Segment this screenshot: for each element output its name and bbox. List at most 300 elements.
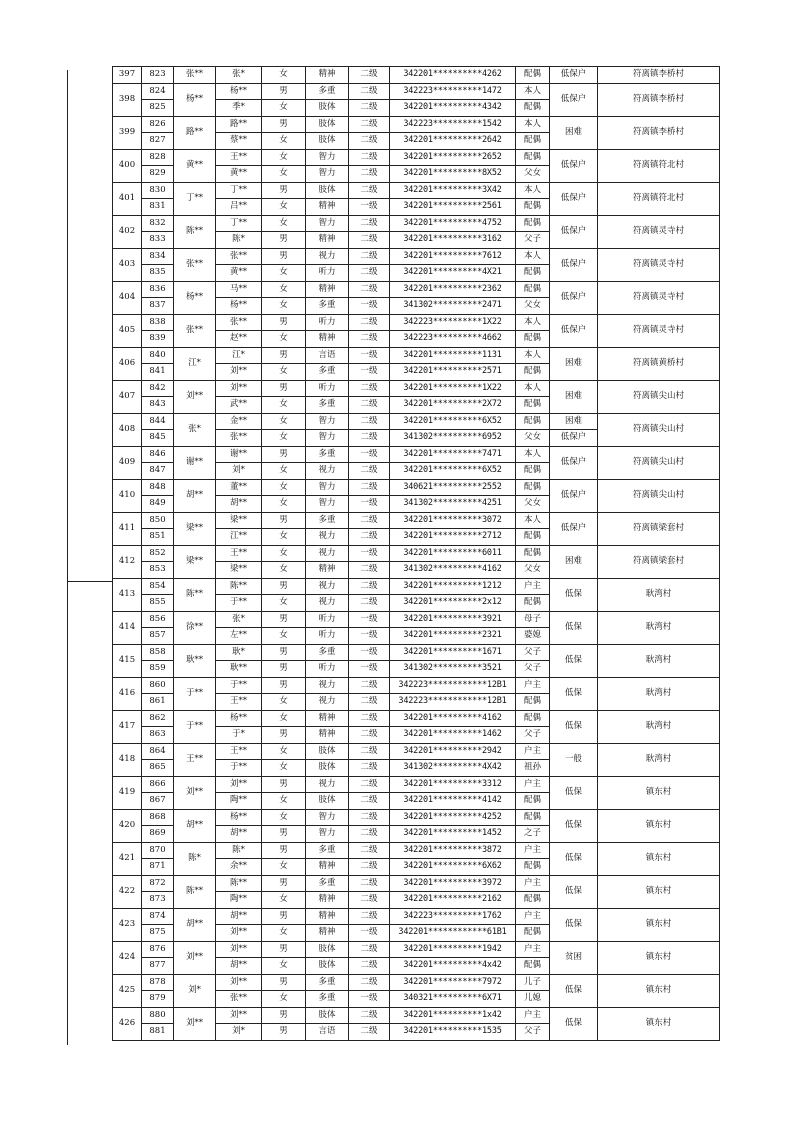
member-name-cell: 胡** [216, 826, 262, 843]
disability-type-cell: 视力 [306, 776, 349, 793]
member-number-cell: 841 [142, 364, 174, 381]
relation-cell: 配偶 [516, 809, 550, 826]
relation-cell: 本人 [516, 380, 550, 397]
village-cell: 耿湾村 [598, 611, 720, 644]
member-sex-cell: 男 [262, 446, 306, 463]
village-cell: 镇东村 [598, 941, 720, 974]
member-name-cell: 梁** [216, 562, 262, 579]
table-row [113, 149, 720, 166]
id-number-cell: 342201**********8X52 [390, 166, 516, 183]
household-head-cell: 刘** [174, 776, 216, 809]
household-seq-cell: 424 [113, 941, 142, 974]
household-status-cell: 低保 [550, 875, 598, 908]
disability-level-cell: 二级 [349, 314, 390, 331]
id-number-cell: 342201**********1535 [390, 1024, 516, 1041]
disability-level-cell: 一级 [349, 925, 390, 942]
member-sex-cell: 男 [262, 677, 306, 694]
household-status-cell: 低保户 [550, 446, 598, 479]
relation-cell: 户主 [516, 941, 550, 958]
village-cell: 符离镇尖山村 [598, 479, 720, 512]
disability-level-cell: 一级 [349, 661, 390, 678]
member-name-cell: 张** [216, 991, 262, 1008]
member-number-cell: 840 [142, 347, 174, 364]
household-head-cell: 丁** [174, 182, 216, 215]
village-cell: 耿湾村 [598, 644, 720, 677]
household-seq-cell: 413 [113, 578, 142, 611]
relation-cell: 户主 [516, 875, 550, 892]
village-cell: 符离镇梁套村 [598, 545, 720, 578]
relation-cell: 配偶 [516, 199, 550, 216]
village-cell: 符离镇尖山村 [598, 380, 720, 413]
household-seq-cell: 419 [113, 776, 142, 809]
disability-type-cell: 精神 [306, 727, 349, 744]
id-number-cell: 342201**********2x12 [390, 595, 516, 612]
household-seq-cell: 402 [113, 215, 142, 248]
member-sex-cell: 女 [262, 562, 306, 579]
disability-level-cell: 二级 [349, 694, 390, 711]
household-seq-cell: 415 [113, 644, 142, 677]
disability-level-cell: 二级 [349, 529, 390, 546]
relation-cell: 配偶 [516, 215, 550, 232]
member-number-cell: 862 [142, 710, 174, 727]
member-number-cell: 845 [142, 430, 174, 447]
household-head-cell: 耿** [174, 644, 216, 677]
disability-type-cell: 智力 [306, 479, 349, 496]
id-number-cell: 342201**********3921 [390, 611, 516, 628]
disability-type-cell: 肢体 [306, 941, 349, 958]
household-head-cell: 张** [174, 248, 216, 281]
disability-level-cell: 一级 [349, 991, 390, 1008]
relation-cell: 本人 [516, 116, 550, 133]
member-number-cell: 833 [142, 232, 174, 249]
disability-level-cell: 二级 [349, 743, 390, 760]
member-sex-cell: 女 [262, 991, 306, 1008]
village-cell: 符离镇李桥村 [598, 83, 720, 116]
relation-cell: 儿子 [516, 974, 550, 991]
id-number-cell: 342201**********7471 [390, 446, 516, 463]
id-number-cell: 342201**********3972 [390, 875, 516, 892]
left-section-divider [67, 581, 113, 582]
member-name-cell: 武** [216, 397, 262, 414]
household-head-cell: 刘** [174, 941, 216, 974]
household-seq-cell: 426 [113, 1007, 142, 1040]
relation-cell: 配偶 [516, 413, 550, 430]
household-head-cell: 谢** [174, 446, 216, 479]
relation-cell: 户主 [516, 908, 550, 925]
member-number-cell: 842 [142, 380, 174, 397]
relation-cell: 父子 [516, 727, 550, 744]
id-number-cell: 342201**********4252 [390, 809, 516, 826]
household-head-cell: 陈** [174, 578, 216, 611]
household-status-cell: 低保 [550, 677, 598, 710]
table-row [113, 248, 720, 265]
table-row [113, 941, 720, 958]
member-number-cell: 825 [142, 100, 174, 117]
disability-household-table [112, 66, 720, 1041]
disability-level-cell: 二级 [349, 133, 390, 150]
id-number-cell: 342223************12B1 [390, 694, 516, 711]
household-status-cell: 困难 [550, 116, 598, 149]
member-name-cell: 陈** [216, 578, 262, 595]
id-number-cell: 342201**********4262 [390, 67, 516, 84]
member-name-cell: 杨** [216, 298, 262, 315]
member-sex-cell: 女 [262, 331, 306, 348]
relation-cell: 婆媳 [516, 628, 550, 645]
village-cell: 耿湾村 [598, 578, 720, 611]
member-sex-cell: 男 [262, 380, 306, 397]
member-name-cell: 杨** [216, 710, 262, 727]
household-status-cell: 困难 [550, 347, 598, 380]
member-name-cell: 于** [216, 595, 262, 612]
member-number-cell: 834 [142, 248, 174, 265]
id-number-cell: 342201**********1X22 [390, 380, 516, 397]
disability-level-cell: 一级 [349, 199, 390, 216]
member-name-cell: 季* [216, 100, 262, 117]
relation-cell: 配偶 [516, 265, 550, 282]
disability-type-cell: 视力 [306, 578, 349, 595]
member-sex-cell: 女 [262, 958, 306, 975]
member-number-cell: 826 [142, 116, 174, 133]
disability-level-cell: 一级 [349, 347, 390, 364]
id-number-cell: 342201**********4162 [390, 710, 516, 727]
member-number-cell: 868 [142, 809, 174, 826]
member-name-cell: 张** [216, 248, 262, 265]
relation-cell: 本人 [516, 182, 550, 199]
member-sex-cell: 男 [262, 314, 306, 331]
household-head-cell: 张** [174, 67, 216, 84]
member-name-cell: 路** [216, 116, 262, 133]
table-row [113, 380, 720, 397]
relation-cell: 户主 [516, 776, 550, 793]
household-head-cell: 陈** [174, 215, 216, 248]
disability-type-cell: 视力 [306, 463, 349, 480]
member-name-cell: 刘** [216, 974, 262, 991]
table-row [113, 710, 720, 727]
member-number-cell: 856 [142, 611, 174, 628]
disability-level-cell: 二级 [349, 826, 390, 843]
id-number-cell: 342223**********1762 [390, 908, 516, 925]
left-margin-border [67, 70, 68, 1045]
member-sex-cell: 女 [262, 809, 306, 826]
member-name-cell: 陶** [216, 892, 262, 909]
disability-type-cell: 精神 [306, 562, 349, 579]
disability-type-cell: 多重 [306, 298, 349, 315]
disability-type-cell: 智力 [306, 413, 349, 430]
household-head-cell: 陈* [174, 842, 216, 875]
disability-type-cell: 肢体 [306, 1007, 349, 1024]
member-sex-cell: 男 [262, 875, 306, 892]
member-name-cell: 丁** [216, 182, 262, 199]
relation-cell: 配偶 [516, 67, 550, 84]
member-sex-cell: 女 [262, 793, 306, 810]
member-number-cell: 871 [142, 859, 174, 876]
village-cell: 符离镇灵寺村 [598, 314, 720, 347]
disability-level-cell: 二级 [349, 974, 390, 991]
table-row [113, 545, 720, 562]
id-number-cell: 342201**********2942 [390, 743, 516, 760]
disability-type-cell: 言语 [306, 347, 349, 364]
household-head-cell: 梁** [174, 512, 216, 545]
disability-level-cell: 一级 [349, 628, 390, 645]
member-sex-cell: 男 [262, 776, 306, 793]
member-sex-cell: 女 [262, 496, 306, 513]
household-status-cell: 低保户 [550, 430, 598, 447]
disability-level-cell: 一级 [349, 364, 390, 381]
table-row [113, 67, 720, 84]
id-number-cell: 340321**********6X71 [390, 991, 516, 1008]
relation-cell: 配偶 [516, 100, 550, 117]
disability-type-cell: 智力 [306, 215, 349, 232]
village-cell: 符离镇黄桥村 [598, 347, 720, 380]
village-cell: 镇东村 [598, 908, 720, 941]
member-name-cell: 蔡** [216, 133, 262, 150]
member-name-cell: 胡** [216, 496, 262, 513]
id-number-cell: 342201**********3162 [390, 232, 516, 249]
disability-type-cell: 精神 [306, 908, 349, 925]
relation-cell: 本人 [516, 314, 550, 331]
relation-cell: 父女 [516, 166, 550, 183]
member-name-cell: 刘** [216, 776, 262, 793]
household-seq-cell: 420 [113, 809, 142, 842]
member-sex-cell: 女 [262, 760, 306, 777]
household-status-cell: 低保户 [550, 83, 598, 116]
table-row [113, 314, 720, 331]
disability-level-cell: 二级 [349, 100, 390, 117]
relation-cell: 户主 [516, 1007, 550, 1024]
disability-level-cell: 二级 [349, 908, 390, 925]
village-cell: 耿湾村 [598, 743, 720, 776]
member-sex-cell: 女 [262, 133, 306, 150]
relation-cell: 本人 [516, 83, 550, 100]
id-number-cell: 342201**********6X52 [390, 413, 516, 430]
household-head-cell: 胡** [174, 908, 216, 941]
member-name-cell: 江* [216, 347, 262, 364]
disability-type-cell: 肢体 [306, 182, 349, 199]
household-status-cell: 低保户 [550, 512, 598, 545]
id-number-cell: 342201**********7612 [390, 248, 516, 265]
member-number-cell: 859 [142, 661, 174, 678]
member-sex-cell: 女 [262, 545, 306, 562]
household-status-cell: 低保户 [550, 281, 598, 314]
member-sex-cell: 女 [262, 199, 306, 216]
household-status-cell: 困难 [550, 380, 598, 413]
household-status-cell: 困难 [550, 413, 598, 430]
disability-type-cell: 精神 [306, 710, 349, 727]
member-name-cell: 黄** [216, 265, 262, 282]
relation-cell: 配偶 [516, 479, 550, 496]
member-number-cell: 846 [142, 446, 174, 463]
disability-type-cell: 视力 [306, 677, 349, 694]
disability-level-cell: 二级 [349, 479, 390, 496]
relation-cell: 祖孙 [516, 760, 550, 777]
disability-level-cell: 二级 [349, 1007, 390, 1024]
member-number-cell: 836 [142, 281, 174, 298]
disability-type-cell: 智力 [306, 166, 349, 183]
member-sex-cell: 男 [262, 1007, 306, 1024]
disability-level-cell: 二级 [349, 430, 390, 447]
disability-type-cell: 精神 [306, 331, 349, 348]
member-number-cell: 860 [142, 677, 174, 694]
member-name-cell: 杨** [216, 83, 262, 100]
household-status-cell: 低保 [550, 611, 598, 644]
disability-type-cell: 精神 [306, 281, 349, 298]
member-name-cell: 刘** [216, 380, 262, 397]
member-number-cell: 851 [142, 529, 174, 546]
id-number-cell: 342201**********1212 [390, 578, 516, 595]
member-name-cell: 左** [216, 628, 262, 645]
household-head-cell: 徐** [174, 611, 216, 644]
id-number-cell: 342201**********3872 [390, 842, 516, 859]
table-row [113, 842, 720, 859]
id-number-cell: 342201**********1452 [390, 826, 516, 843]
member-sex-cell: 男 [262, 578, 306, 595]
member-name-cell: 于** [216, 677, 262, 694]
member-number-cell: 867 [142, 793, 174, 810]
disability-type-cell: 视力 [306, 694, 349, 711]
household-seq-cell: 416 [113, 677, 142, 710]
id-number-cell: 342201**********2642 [390, 133, 516, 150]
member-sex-cell: 女 [262, 463, 306, 480]
member-name-cell: 吕** [216, 199, 262, 216]
id-number-cell: 342201**********4752 [390, 215, 516, 232]
village-cell: 符离镇尖山村 [598, 413, 720, 446]
disability-level-cell: 二级 [349, 677, 390, 694]
disability-level-cell: 一级 [349, 496, 390, 513]
member-number-cell: 835 [142, 265, 174, 282]
relation-cell: 配偶 [516, 364, 550, 381]
relation-cell: 本人 [516, 248, 550, 265]
member-name-cell: 张** [216, 314, 262, 331]
member-number-cell: 837 [142, 298, 174, 315]
member-number-cell: 870 [142, 842, 174, 859]
disability-level-cell: 二级 [349, 232, 390, 249]
disability-level-cell: 二级 [349, 182, 390, 199]
relation-cell: 户主 [516, 743, 550, 760]
member-sex-cell: 男 [262, 83, 306, 100]
disability-type-cell: 精神 [306, 925, 349, 942]
disability-level-cell: 一级 [349, 545, 390, 562]
disability-level-cell: 二级 [349, 578, 390, 595]
disability-level-cell: 二级 [349, 941, 390, 958]
id-number-cell: 341302**********6952 [390, 430, 516, 447]
table-row [113, 116, 720, 133]
member-number-cell: 832 [142, 215, 174, 232]
member-number-cell: 876 [142, 941, 174, 958]
member-sex-cell: 男 [262, 611, 306, 628]
disability-type-cell: 精神 [306, 199, 349, 216]
member-name-cell: 金** [216, 413, 262, 430]
disability-type-cell: 肢体 [306, 743, 349, 760]
member-number-cell: 873 [142, 892, 174, 909]
table-row [113, 908, 720, 925]
disability-type-cell: 肢体 [306, 793, 349, 810]
id-number-cell: 342201**********4142 [390, 793, 516, 810]
member-sex-cell: 女 [262, 166, 306, 183]
member-name-cell: 刘* [216, 463, 262, 480]
id-number-cell: 342223**********1472 [390, 83, 516, 100]
member-sex-cell: 女 [262, 892, 306, 909]
table-row [113, 182, 720, 199]
id-number-cell: 342201**********6X62 [390, 859, 516, 876]
member-name-cell: 王** [216, 743, 262, 760]
member-sex-cell: 女 [262, 215, 306, 232]
member-name-cell: 余** [216, 859, 262, 876]
member-name-cell: 胡** [216, 908, 262, 925]
id-number-cell: 342201**********2321 [390, 628, 516, 645]
id-number-cell: 342201**********4X21 [390, 265, 516, 282]
disability-type-cell: 多重 [306, 83, 349, 100]
member-sex-cell: 女 [262, 479, 306, 496]
household-status-cell: 低保户 [550, 248, 598, 281]
id-number-cell: 342201**********1x42 [390, 1007, 516, 1024]
member-sex-cell: 男 [262, 248, 306, 265]
member-number-cell: 853 [142, 562, 174, 579]
member-sex-cell: 女 [262, 743, 306, 760]
id-number-cell: 342201**********3312 [390, 776, 516, 793]
relation-cell: 户主 [516, 842, 550, 859]
id-number-cell: 342201**********3X42 [390, 182, 516, 199]
disability-level-cell: 二级 [349, 875, 390, 892]
id-number-cell: 342201**********1131 [390, 347, 516, 364]
member-number-cell: 852 [142, 545, 174, 562]
household-status-cell: 一般 [550, 743, 598, 776]
disability-level-cell: 二级 [349, 116, 390, 133]
relation-cell: 配偶 [516, 281, 550, 298]
relation-cell: 配偶 [516, 133, 550, 150]
relation-cell: 父子 [516, 644, 550, 661]
id-number-cell: 342201**********2162 [390, 892, 516, 909]
relation-cell: 父子 [516, 661, 550, 678]
disability-level-cell: 二级 [349, 397, 390, 414]
village-cell: 符离镇梁套村 [598, 512, 720, 545]
disability-type-cell: 肢体 [306, 133, 349, 150]
member-number-cell: 861 [142, 694, 174, 711]
disability-type-cell: 多重 [306, 991, 349, 1008]
member-name-cell: 胡** [216, 958, 262, 975]
disability-level-cell: 二级 [349, 1024, 390, 1041]
disability-type-cell: 精神 [306, 67, 349, 84]
household-seq-cell: 408 [113, 413, 142, 446]
member-name-cell: 张** [216, 430, 262, 447]
id-number-cell: 342223**********1542 [390, 116, 516, 133]
id-number-cell: 341302**********4251 [390, 496, 516, 513]
id-number-cell: 342201**********2X72 [390, 397, 516, 414]
disability-type-cell: 多重 [306, 875, 349, 892]
member-name-cell: 陈* [216, 842, 262, 859]
village-cell: 镇东村 [598, 875, 720, 908]
member-number-cell: 869 [142, 826, 174, 843]
household-status-cell: 低保户 [550, 149, 598, 182]
disability-type-cell: 视力 [306, 248, 349, 265]
member-sex-cell: 男 [262, 974, 306, 991]
table-row [113, 677, 720, 694]
disability-type-cell: 听力 [306, 265, 349, 282]
member-number-cell: 879 [142, 991, 174, 1008]
household-head-cell: 于** [174, 710, 216, 743]
household-seq-cell: 398 [113, 83, 142, 116]
member-name-cell: 董** [216, 479, 262, 496]
member-sex-cell: 女 [262, 281, 306, 298]
id-number-cell: 341302**********4X42 [390, 760, 516, 777]
member-number-cell: 880 [142, 1007, 174, 1024]
member-name-cell: 丁** [216, 215, 262, 232]
relation-cell: 父子 [516, 1024, 550, 1041]
household-seq-cell: 412 [113, 545, 142, 578]
member-number-cell: 823 [142, 67, 174, 84]
member-sex-cell: 男 [262, 644, 306, 661]
member-name-cell: 王** [216, 545, 262, 562]
member-number-cell: 839 [142, 331, 174, 348]
